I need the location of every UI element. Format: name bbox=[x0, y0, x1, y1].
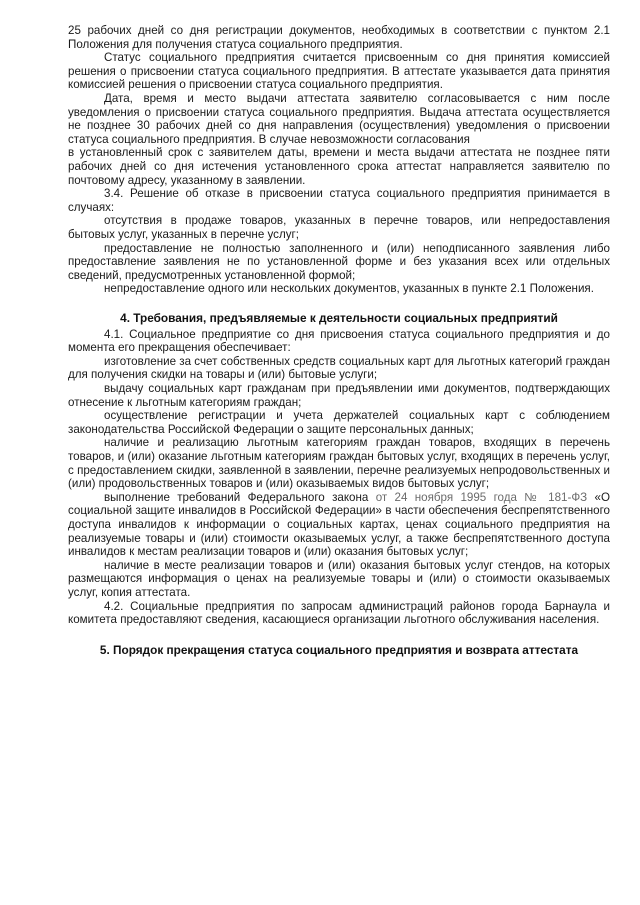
list-item: отсутствия в продаже товаров, указанных в перечне товаров, или непредоставления бытовых услуг, указанных в перечне услуг; bbox=[68, 214, 610, 241]
law-text: выполнение требований Федерального закона bbox=[104, 490, 376, 504]
clause-4-2: 4.2. Социальные предприятия по запросам администраций районов города Барнаула и комитета предоставляют сведения, касающиеся организации льготного обслуживания населения. bbox=[68, 599, 610, 627]
paragraph: в установленный срок с заявителем даты, времени и места выдачи аттестата не позднее пяти рабочих дней со дня истечения установленного срока аттестат направляется заявителю по почтовому адресу, указанному в заявлении. bbox=[68, 146, 610, 187]
paragraph: Статус социального предприятия считается присвоенным со дня принятия комиссией решения о присвоении статуса социального предприятия. В аттестате указывается дата принятия комиссией решения о присвоении статуса социального предприятия. bbox=[68, 51, 610, 92]
list-item: наличие и реализацию льготным категориям граждан товаров, входящих в перечень товаров, и (или) оказание льготным категориям граждан бытовых услуг, входящих в перечень услуг, с предоставлением скидки, заявленной в заявлении, перечне реализуемых непродовольственных и (или) продовольственных товаров и (или) оказываемых видов бытовых услуг; bbox=[68, 436, 610, 491]
document-page bbox=[68, 24, 610, 660]
paragraph: 25 рабочих дней со дня регистрации документов, необходимых в соответствии с пунктом 2.1 Положения для получения статуса социального предприятия. bbox=[68, 24, 610, 51]
clause-4-1: 4.1. Социальное предприятие со дня присвоения статуса социального предприятия и до момента его прекращения обеспечивает: bbox=[68, 327, 610, 355]
paragraph: Дата, время и место выдачи аттестата заявителю согласовывается с ним после уведомления о присвоении статуса социального предприятия. Выдача аттестата осуществляется не позднее 30 рабочих дней со дня направления (осуществления) уведомления о присвоении статуса социального предприятия. В случае невозможности согласования bbox=[68, 91, 610, 146]
list-item: наличие в месте реализации товаров и (или) оказания бытовых услуг стендов, на которых размещаются информация о ценах на реализуемые товары и (или) о стоимости оказываемых услуг, копия аттестата. bbox=[68, 558, 610, 599]
law-text: «О социальной защите инвалидов в Российской Федерации» в части обеспечения беспрепятственного доступа инвалидов к информации о социальных картах, ценах социального предприятия на реализуемые товары и (или) стоимости оказываемых услуг, а также беспрепятственного доступа инвалидов к местам реализации товаров и (или) оказания бытовых услуг; bbox=[68, 490, 610, 559]
list-item bbox=[68, 491, 610, 559]
list-item: выдачу социальных карт гражданам при предъявлении ими документов, подтверждающих отнесение к льготным категориям граждан; bbox=[68, 382, 610, 409]
law-reference: от 24 ноября 1995 года № 181-ФЗ bbox=[375, 490, 588, 504]
list-item: непредоставление одного или нескольких документов, указанных в пункте 2.1 Положения. bbox=[104, 282, 594, 296]
list-item: изготовление за счет собственных средств социальных карт для льготных категорий граждан для получения скидки на товары и (или) бытовые услуги; bbox=[68, 354, 610, 382]
list-item: осуществление регистрации и учета держателей социальных карт с соблюдением законодательства Российской Федерации о защите персональных данных; bbox=[68, 409, 610, 436]
list-item: предоставление не полностью заполненного и (или) неподписанного заявления либо предоставление заявления не по установленной форме и без указания всех или отдельных сведений, предусмотренных установленной формой; bbox=[68, 241, 610, 282]
section-4-heading: 4. Требования, предъявляемые к деятельности социальных предприятий bbox=[120, 310, 558, 325]
section-5-heading: 5. Порядок прекращения статуса социального предприятия и возврата аттестата bbox=[99, 642, 579, 657]
clause-3-4: 3.4. Решение об отказе в присвоении статуса социального предприятия принимается в случаях: bbox=[68, 187, 610, 214]
